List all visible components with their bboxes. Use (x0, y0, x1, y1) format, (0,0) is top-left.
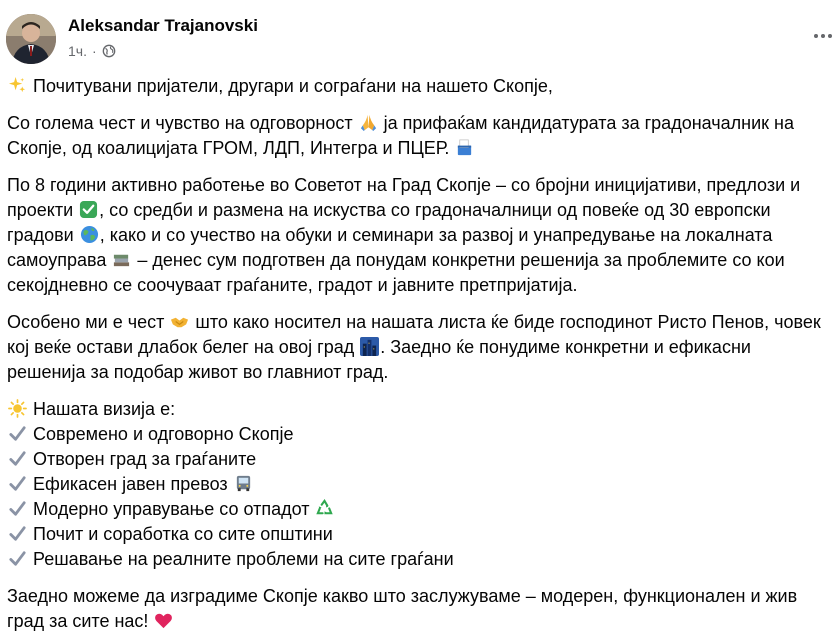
globe-icon[interactable] (102, 44, 116, 58)
text-segment: кој веќе остави длабок белег на овој град (7, 337, 355, 357)
text-segment: , како и со учество на обуки и семинари за развој и унапредување на локалната (99, 225, 773, 245)
list-item (7, 472, 838, 497)
vision-list (7, 397, 838, 572)
handshake-icon (170, 312, 189, 331)
text-segment: Особено ми е чест (7, 312, 165, 332)
text-segment: самоуправа (7, 250, 107, 270)
list-item (7, 447, 838, 472)
list-item (7, 497, 838, 522)
post-time[interactable]: 1ч. (68, 43, 87, 59)
heavy-check-mark-icon (8, 549, 27, 568)
list-item (7, 547, 838, 572)
red-heart-icon (154, 611, 173, 630)
check-mark-button-icon (79, 200, 98, 219)
list-item-text: Современо и одговорно Скопје (33, 424, 294, 444)
paragraph-closing (7, 584, 838, 634)
text-segment: . Заедно ќе понудиме конкретни и ефикасни (380, 337, 751, 357)
heavy-check-mark-icon (8, 524, 27, 543)
folded-hands-icon (359, 113, 378, 132)
text-segment: градови (7, 225, 74, 245)
text-line (7, 223, 838, 248)
text-segment: ја прифаќам кандидатурата за градоначалник на (383, 113, 794, 133)
avatar[interactable] (6, 14, 56, 64)
text-segment: град за сите нас! (7, 611, 149, 631)
paragraph-greeting (7, 74, 838, 99)
globe-earth-icon (80, 225, 99, 244)
recycle-icon (315, 499, 334, 518)
list-item (7, 422, 838, 447)
heavy-check-mark-icon (8, 499, 27, 518)
cityscape-icon (360, 337, 379, 356)
heavy-check-mark-icon (8, 424, 27, 443)
text-segment: Со голема чест и чувство на одговорност (7, 113, 353, 133)
text-segment: – денес сум подготвен да понудам конкретни решенија за проблемите со кои (137, 250, 785, 270)
vision-heading (7, 397, 838, 422)
more-options-icon[interactable] (810, 26, 836, 46)
sun-icon (8, 399, 27, 418)
heavy-check-mark-icon (8, 449, 27, 468)
paragraph-experience (7, 173, 838, 298)
text-line: решенија за подобар живот во главниот град. (7, 362, 389, 382)
heavy-check-mark-icon (8, 474, 27, 493)
list-item-text: Решавање на реалните проблеми на сите граѓани (33, 549, 454, 569)
text-line: По 8 години активно работење во Советот на Град Скопје – со бројни иницијативи, предлози и (7, 175, 801, 195)
bus-icon (234, 474, 253, 493)
text-line (7, 198, 838, 223)
meta-separator: · (91, 43, 97, 59)
text-line (7, 310, 838, 335)
list-item-text: Модерно управување со отпадот (33, 499, 310, 519)
text-line: секојдневно се соочуваат граѓаните, градот и јавните претпријатија. (7, 275, 578, 295)
text-segment: , со средби и размена на искуства со градоначалници од повеќе од 30 европски (99, 200, 771, 220)
text-line: Заедно можеме да изградиме Скопје какво што заслужуваме – модерен, функционален и жив (7, 586, 798, 606)
greeting-text: Почитувани пријатели, другари и сограѓани на нашето Скопје, (33, 76, 553, 96)
text-line (7, 111, 838, 136)
list-item-text: Почит и соработка со сите општини (33, 524, 333, 544)
text-segment: што како носител на нашата листа ќе биде господинот Ристо Пенов, човек (195, 312, 821, 332)
ballot-box-icon (455, 138, 474, 157)
text-line (7, 248, 838, 273)
text-line (7, 335, 838, 360)
books-icon (112, 250, 131, 269)
paragraph-candidacy (7, 111, 838, 161)
post-body (7, 74, 838, 634)
text-line (7, 609, 838, 634)
text-segment: проекти (7, 200, 74, 220)
list-item-text: Ефикасен јавен превоз (33, 474, 228, 494)
post-meta (68, 43, 116, 59)
list-item-text: Отворен град за граѓаните (33, 449, 257, 469)
author-name[interactable]: Aleksandar Trajanovski (68, 16, 258, 35)
list-item (7, 522, 838, 547)
paragraph-honor (7, 310, 838, 385)
sparkles-icon (8, 76, 27, 95)
vision-heading-text: Нашата визија е: (33, 399, 176, 419)
text-line (7, 136, 838, 161)
text-segment: Скопје, од коалицијата ГРОМ, ЛДП, Интегра и ПЦЕР. (7, 138, 450, 158)
